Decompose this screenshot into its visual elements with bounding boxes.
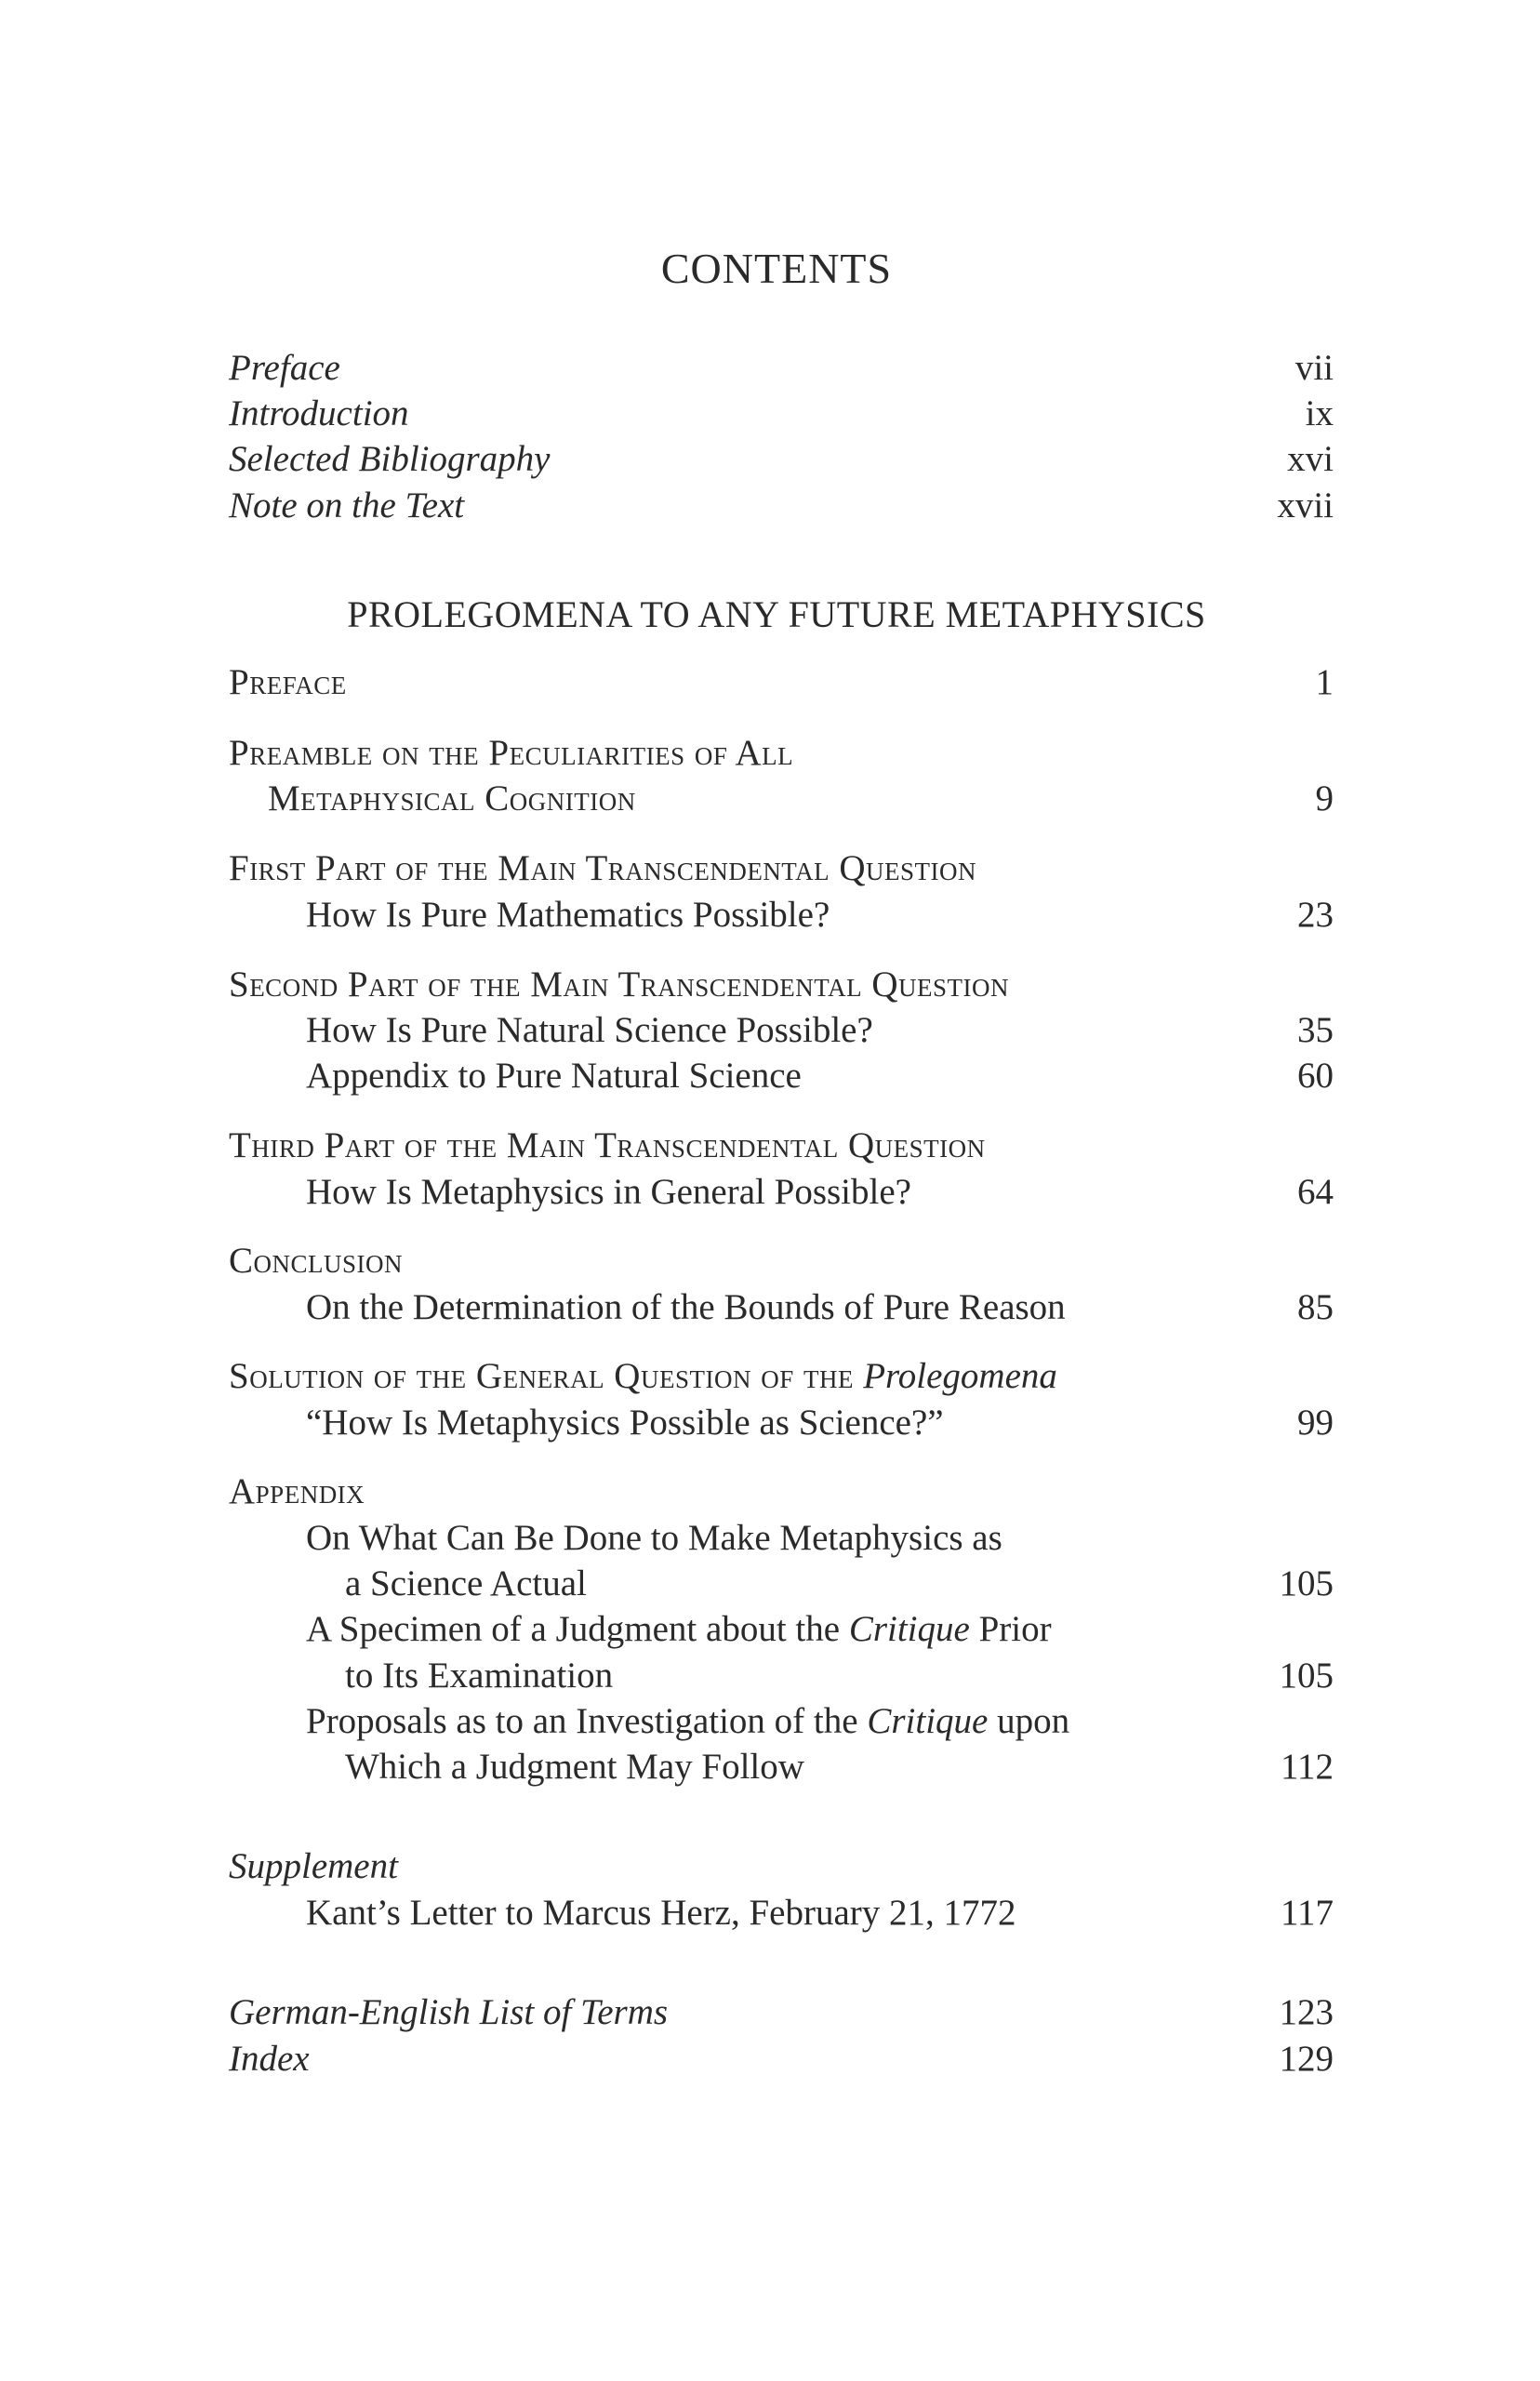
toc-heading-third-part: Third Part of the Main Transcendental Question [229,1125,986,1165]
toc-heading-preamble[interactable]: Preamble on the Peculiarities of All [229,733,794,773]
page-number: 64 [1297,1172,1334,1212]
entry-text: Proposals as to an Investigation of the [306,1701,868,1741]
page-number: 60 [1297,1056,1334,1096]
page-number: 105 [1279,1563,1334,1603]
toc-heading-preamble-cont[interactable]: Metaphysical Cognition [268,778,636,818]
page-title: CONTENTS [660,245,893,292]
toc-entry-letter-to-herz[interactable]: Kant’s Letter to Marcus Herz, February 21, 1772 [306,1893,1016,1933]
page-number: 85 [1297,1287,1334,1327]
toc-entry-appendix-natural-science[interactable]: Appendix to Pure Natural Science [306,1056,802,1096]
toc-entry-appendix-2[interactable] [306,1611,1052,1647]
page-number: xvii [1277,486,1334,525]
toc-heading-supplement: Supplement [229,1846,398,1886]
toc-entry-note-on-text[interactable]: Note on the Text [229,486,465,525]
solution-heading-title: Prolegomena [863,1356,1057,1396]
toc-heading-solution [229,1358,1057,1394]
toc-entry-bibliography[interactable]: Selected Bibliography [229,439,551,479]
page-number: xvi [1287,439,1334,479]
entry-text: Prior [969,1609,1052,1649]
page-number: vii [1294,348,1334,388]
toc-heading-conclusion: Conclusion [229,1241,404,1281]
page-number: 129 [1279,2039,1334,2079]
page-number: 117 [1280,1893,1334,1933]
toc-entry-appendix-3[interactable] [306,1703,1069,1739]
toc-entry-bounds-of-pure-reason[interactable]: On the Determination of the Bounds of Pure Reason [306,1287,1066,1327]
toc-entry-appendix-2-cont[interactable]: to Its Examination [345,1656,614,1696]
toc-heading-appendix: Appendix [229,1471,365,1511]
page-number: 123 [1279,1992,1334,2032]
page-number: 23 [1297,895,1334,935]
toc-entry-prolegomena-preface[interactable]: Preface [229,662,347,702]
page-number: 99 [1297,1403,1334,1443]
entry-title: Critique [848,1609,970,1649]
toc-entry-introduction[interactable]: Introduction [229,393,409,433]
toc-heading-first-part: First Part of the Main Transcendental Question [229,848,977,888]
toc-entry-appendix-1[interactable]: On What Can Be Done to Make Metaphysics as [306,1518,1002,1558]
entry-text: upon [988,1701,1070,1741]
toc-entry-list-of-terms[interactable]: German-English List of Terms [229,1992,669,2032]
toc-entry-appendix-3-cont[interactable]: Which a Judgment May Follow [345,1747,804,1787]
toc-heading-second-part: Second Part of the Main Transcendental Question [229,964,1010,1004]
page-number: ix [1305,393,1334,433]
toc-entry-appendix-1-cont[interactable]: a Science Actual [345,1563,587,1603]
toc-entry-preface[interactable]: Preface [229,348,340,388]
page-number: 112 [1280,1747,1334,1787]
toc-entry-metaphysics-in-general[interactable]: How Is Metaphysics in General Possible? [306,1172,911,1212]
solution-heading-text: Solution of the General Question of the [229,1356,864,1396]
entry-title: Critique [867,1701,989,1741]
entry-text: A Specimen of a Judgment about the [306,1609,849,1649]
work-title: PROLEGOMENA TO ANY FUTURE METAPHYSICS [347,593,1206,635]
toc-entry-pure-mathematics[interactable]: How Is Pure Mathematics Possible? [306,895,830,935]
toc-entry-natural-science[interactable]: How Is Pure Natural Science Possible? [306,1010,873,1050]
page-number: 35 [1297,1010,1334,1050]
page-number: 1 [1315,662,1334,702]
page-number: 105 [1279,1656,1334,1696]
page-number: 9 [1315,778,1334,818]
toc-entry-index[interactable]: Index [229,2039,310,2079]
toc-entry-metaphysics-as-science[interactable]: “How Is Metaphysics Possible as Science?” [306,1403,944,1443]
